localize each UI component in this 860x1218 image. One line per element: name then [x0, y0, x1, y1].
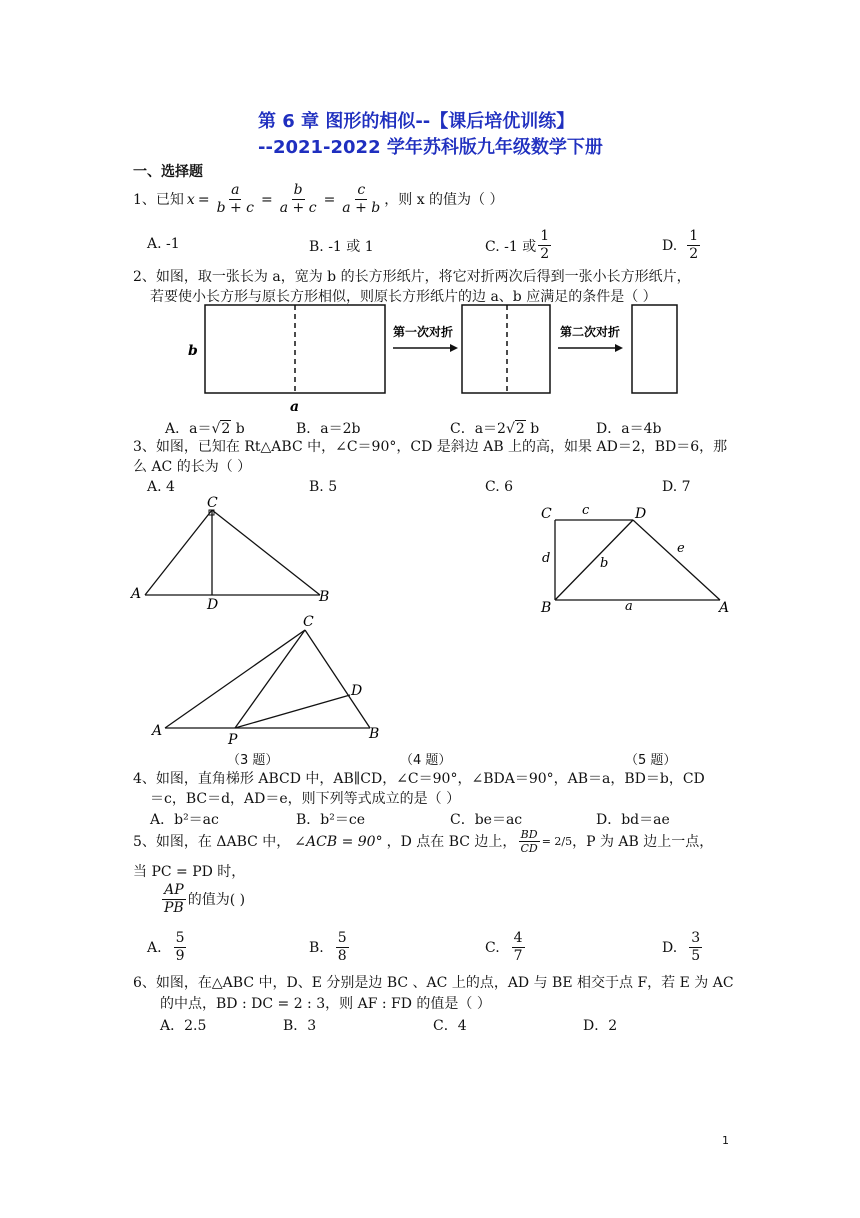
q2-a-rad: 2 [221, 421, 231, 437]
q5-b-num: 5 [337, 930, 347, 946]
q5-a-frac [174, 930, 187, 965]
section-heading: 一、选择题 [133, 164, 203, 180]
q5-post: ，P 为 AB 边上一点， [572, 833, 714, 850]
q5-mid: ，D 点在 BC 边上， [386, 833, 517, 850]
q3-option-d: D. 7 [662, 479, 691, 495]
label-a: a [290, 399, 300, 415]
q1-f3-den: a + b [342, 200, 381, 216]
q6-option-b: B．3 [283, 1018, 317, 1034]
page-title-line2: --2021-2022 学年苏科版九年级数学下册 [258, 137, 603, 158]
q2-option-c [450, 418, 539, 438]
fig4-C: C [541, 506, 552, 522]
q1-f3-num: c [357, 182, 366, 198]
page-number: 1 [722, 1134, 729, 1147]
fig3-A: A [131, 586, 142, 602]
q5-b-den: 8 [337, 948, 347, 964]
q1-pre: 已知 [155, 191, 184, 208]
q1-fraction-3 [340, 182, 382, 217]
q1-post: ，则 x 的值为（ ） [384, 191, 504, 208]
q5-pb: PB [164, 900, 184, 916]
question-3-line2: 么 AC 的长为（ ） [133, 459, 252, 475]
figure-5 [150, 610, 390, 745]
question-5-line3 [160, 882, 245, 917]
fig4-a: a [625, 599, 633, 614]
q5-d-den: 5 [691, 948, 701, 964]
fig4-c: c [582, 503, 590, 518]
arrow-2-head [615, 344, 623, 352]
q5-a-label: A. [147, 939, 162, 956]
q4-option-a: A．b²＝ac [150, 812, 219, 828]
q2-option-d: D．a＝4b [596, 421, 662, 437]
fig3-D: D [207, 597, 219, 613]
q6-option-c: C．4 [433, 1018, 467, 1034]
question-2-line1: 2、如图，取一张长为 a，宽为 b 的长方形纸片，将它对折两次后得到一张小长方形纸片， [133, 269, 691, 285]
q5-option-c [485, 930, 527, 965]
q5-ap-pb [162, 882, 186, 917]
q4-option-b: B．b²＝ce [296, 812, 365, 828]
caption-5: （5 题） [625, 753, 677, 768]
q1-f2-den: a + c [279, 200, 317, 216]
q5-a-den: 9 [175, 948, 185, 964]
q5-ratio-val: = 2/5 [541, 834, 573, 848]
arrow-label-2: 第二次对折 [560, 325, 621, 339]
question-4-line1: 4、如图，直角梯形 ABCD 中，AB∥CD，∠C＝90°，∠BDA＝90°，AB＝a，BD＝b，CD [133, 771, 705, 787]
fig3-B: B [319, 589, 330, 605]
q2-a-post: b [231, 421, 245, 437]
arrow-label-1: 第一次对折 [393, 325, 454, 339]
fig4-B: B [541, 600, 552, 616]
q5-c-label: C. [485, 939, 500, 956]
fig5-P: P [228, 732, 238, 745]
fig5-D: D [351, 683, 363, 699]
q5-d-num: 3 [691, 930, 701, 946]
q3-option-c: C. 6 [485, 479, 514, 495]
q1-option-d-label: D. [662, 237, 678, 254]
q5-b-label: B. [309, 939, 324, 956]
q1-option-a: A. -1 [147, 236, 180, 252]
fig5-B: B [369, 726, 380, 742]
q1-eq3: = [323, 191, 336, 208]
small-rectangle [632, 305, 677, 393]
caption-4: （4 题） [400, 753, 452, 768]
q1-d-num: 1 [689, 228, 699, 244]
q2-c-sqrt: √2 [505, 421, 525, 437]
q5-c-frac [512, 930, 525, 965]
fig5-A: A [152, 723, 163, 739]
q2-c-pre: C．a＝2 [450, 421, 506, 437]
q5-option-d [662, 930, 704, 965]
q1-option-c-fraction [538, 228, 551, 263]
q2-c-rad: 2 [515, 421, 525, 437]
fig4-D: D [635, 506, 647, 522]
q2-a-pre: A．a＝ [165, 421, 212, 437]
q2-c-post: b [525, 421, 540, 437]
page-title-line1: 第 6 章 图形的相似--【课后培优训练】 [258, 111, 575, 132]
q1-x: x [186, 191, 195, 208]
fig5-C: C [303, 614, 314, 630]
q5-option-b [309, 930, 351, 965]
q5-pre: 5、如图，在 ΔABC 中， [133, 833, 291, 850]
q5-c-num: 4 [513, 930, 523, 946]
question-6-line2: 的中点，BD : DC = 2 : 3，则 AF : FD 的值是（ ） [160, 996, 491, 1012]
q1-option-b: B. -1 或 1 [309, 239, 374, 255]
q1-c-num: 1 [540, 228, 550, 244]
q1-c-den: 2 [540, 246, 550, 262]
question-6-line1: 6、如图，在△ABC 中，D、E 分别是边 BC 、AC 上的点，AD 与 BE 相交于点 F，若 E 为 AC [133, 975, 734, 991]
q1-fraction-1 [215, 182, 256, 217]
q5-c-den: 7 [513, 948, 523, 964]
q5-ratio-den: CD [520, 842, 538, 855]
q5-ratio-num: BD [520, 828, 538, 841]
q5-a-num: 5 [175, 930, 185, 946]
fig4-A: A [719, 600, 730, 616]
q1-option-d-fraction [687, 228, 700, 263]
caption-3: （3 题） [227, 753, 279, 768]
figure-4 [535, 500, 735, 618]
fig4-e: e [677, 541, 685, 556]
q5-d-label: D. [662, 939, 678, 956]
arrow-1-head [450, 344, 458, 352]
q1-eq1: = [197, 191, 210, 208]
q6-option-a: A．2.5 [160, 1018, 207, 1034]
q2-a-sqrt: √2 [211, 421, 231, 437]
q3-option-b: B. 5 [309, 479, 338, 495]
question-3-line1: 3、如图，已知在 Rt△ABC 中，∠C＝90°，CD 是斜边 AB 上的高，如果 AD＝2，BD＝6，那 [133, 439, 728, 455]
q1-option-d [662, 228, 702, 263]
q1-f2-num: b [293, 182, 303, 198]
q1-option-c-text: C. -1 或 [485, 238, 537, 255]
q1-option-c [485, 228, 553, 263]
q4-option-d: D．bd＝ae [596, 812, 670, 828]
q4-option-c: C．be＝ac [450, 812, 523, 828]
q5-ap: AP [164, 882, 184, 898]
question-5-line1 [133, 828, 713, 855]
q5-ratio [518, 828, 539, 855]
q1-fraction-2 [278, 182, 319, 217]
q5-option-a [147, 930, 188, 965]
q5-question: 的值为( ) [187, 891, 246, 908]
question-2-line2: 若要使小长方形与原长方形相似，则原长方形纸片的边 a、b 应满足的条件是（ ） [150, 289, 657, 305]
label-b: b [188, 343, 198, 359]
q5-b-frac [336, 930, 349, 965]
fig3-C: C [207, 495, 218, 511]
question-4-line2: ＝c，BC＝d，AD＝e，则下列等式成立的是（ ） [150, 791, 461, 807]
q1-f1-num: a [231, 182, 240, 198]
q1-d-den: 2 [689, 246, 699, 262]
medium-rectangle [462, 305, 550, 393]
q2-option-b: B．a＝2b [296, 421, 361, 437]
q2-figure [180, 298, 700, 416]
q2-option-a [165, 418, 245, 438]
figure-3 [125, 495, 345, 615]
q1-eq2: = [261, 191, 273, 208]
fig4-b: b [600, 556, 609, 571]
q5-angle: ∠ACB = 90° [294, 833, 383, 850]
q1-number: 1、 [133, 191, 156, 208]
q6-option-d: D．2 [583, 1018, 618, 1034]
q5-d-frac [689, 930, 702, 965]
fig4-d: d [542, 551, 551, 566]
q1-f1-den: b + c [216, 200, 254, 216]
question-5-line2: 当 PC = PD 时， [133, 864, 246, 880]
question-1 [133, 182, 504, 217]
q3-option-a: A. 4 [147, 479, 175, 495]
